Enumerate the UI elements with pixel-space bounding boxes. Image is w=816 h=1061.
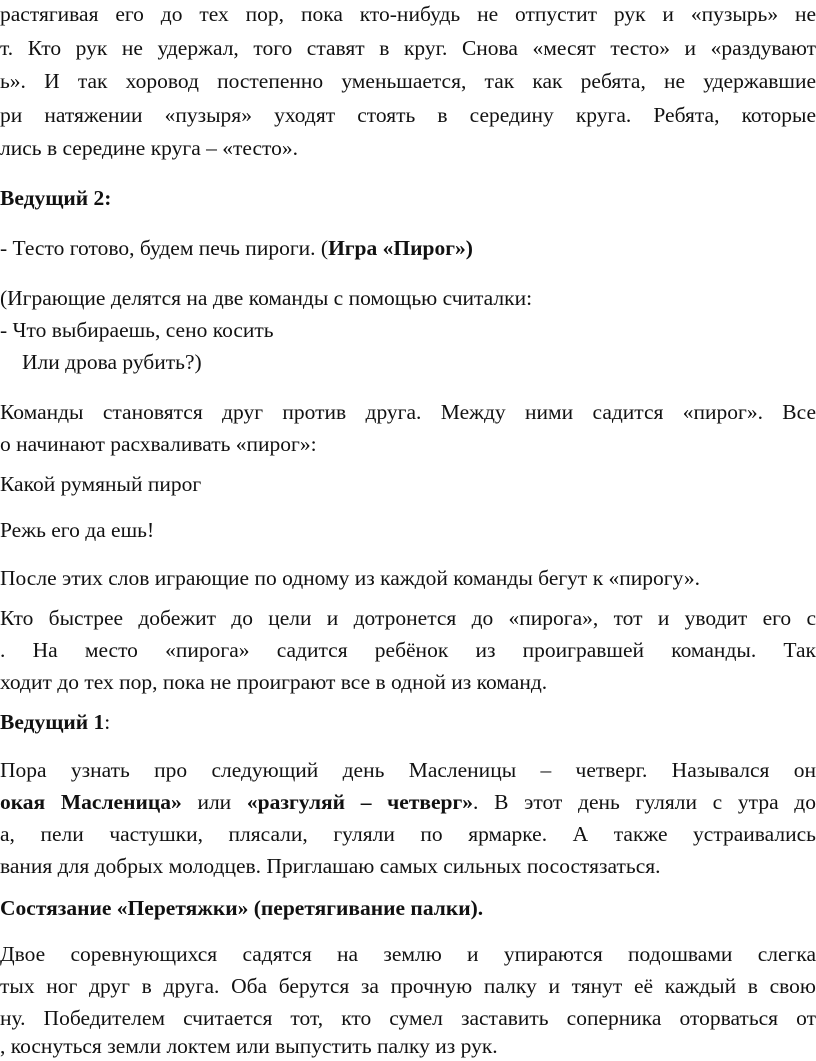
- text-line: Двое соревнующихся садятся на землю и упираются подошвами слегка: [0, 942, 816, 966]
- text-line: - Тесто готово, будем печь пироги. (Игра «Пирог»): [0, 236, 473, 260]
- text-line: т. Кто рук не удержал, того ставят в круг. Снова «месят тесто» и «раздувают: [0, 36, 816, 60]
- text-line: Или дрова рубить?): [22, 350, 202, 374]
- game-title: Игра «Пирог»): [328, 236, 473, 260]
- text-line: , коснуться земли локтем или выпустить палку из рук.: [0, 1034, 498, 1058]
- text-line: . На место «пирога» садится ребёнок из проигравшей команды. Так: [0, 638, 816, 662]
- text-line: Пора узнать про следующий день Масленицы – четверг. Назывался он: [0, 758, 816, 782]
- text-line: После этих слов играющие по одному из каждой команды бегут к «пирогу».: [0, 566, 701, 590]
- text-line: Какой румяный пирог: [0, 472, 202, 496]
- text-line: ну. Победителем считается тот, кто сумел заставить соперника оторваться от: [0, 1006, 816, 1030]
- section-heading: Состязание «Перетяжки» (перетягивание палки).: [0, 896, 484, 920]
- text-line: ри натяжении «пузыря» уходят стоять в середину круга. Ребята, которые: [0, 103, 816, 127]
- text-line: Кто быстрее добежит до цели и дотронется до «пирога», тот и уводит его с: [0, 606, 816, 630]
- text-line: ходит до тех пор, пока не проиграют все в одной из команд.: [0, 670, 548, 694]
- text-line: Команды становятся друг против друга. Между ними садится «пирог». Все: [0, 400, 816, 424]
- text-line: вания для добрых молодцев. Приглашаю самых сильных посостязаться.: [0, 854, 661, 878]
- text-line: лись в середине круга – «тесто».: [0, 136, 298, 160]
- text-line: - Что выбираешь, сено косить: [0, 318, 274, 342]
- text-line: ь». И так хоровод постепенно уменьшается, так как ребята, не удержавшие: [0, 69, 816, 93]
- text-line: растягивая его до тех пор, пока кто-нибудь не отпустит рук и «пузырь» не: [0, 2, 816, 26]
- text-line: Режь его да ешь!: [0, 518, 155, 542]
- text-line: о начинают расхваливать «пирог»:: [0, 432, 317, 456]
- text-line: (Играющие делятся на две команды с помощью считалки:: [0, 286, 533, 310]
- speaker-heading: Ведущий 2:: [0, 186, 112, 210]
- text-line: тых ног друг в друга. Оба берутся за прочную палку и тянут её каждый в свою: [0, 974, 816, 998]
- text-line: окая Масленица» или «разгуляй – четверг». В этот день гуляли с утра до: [0, 790, 816, 814]
- text-line: а, пели частушки, плясали, гуляли по ярмарке. А также устраивались: [0, 822, 816, 846]
- speaker-heading: Ведущий 1:: [0, 710, 111, 734]
